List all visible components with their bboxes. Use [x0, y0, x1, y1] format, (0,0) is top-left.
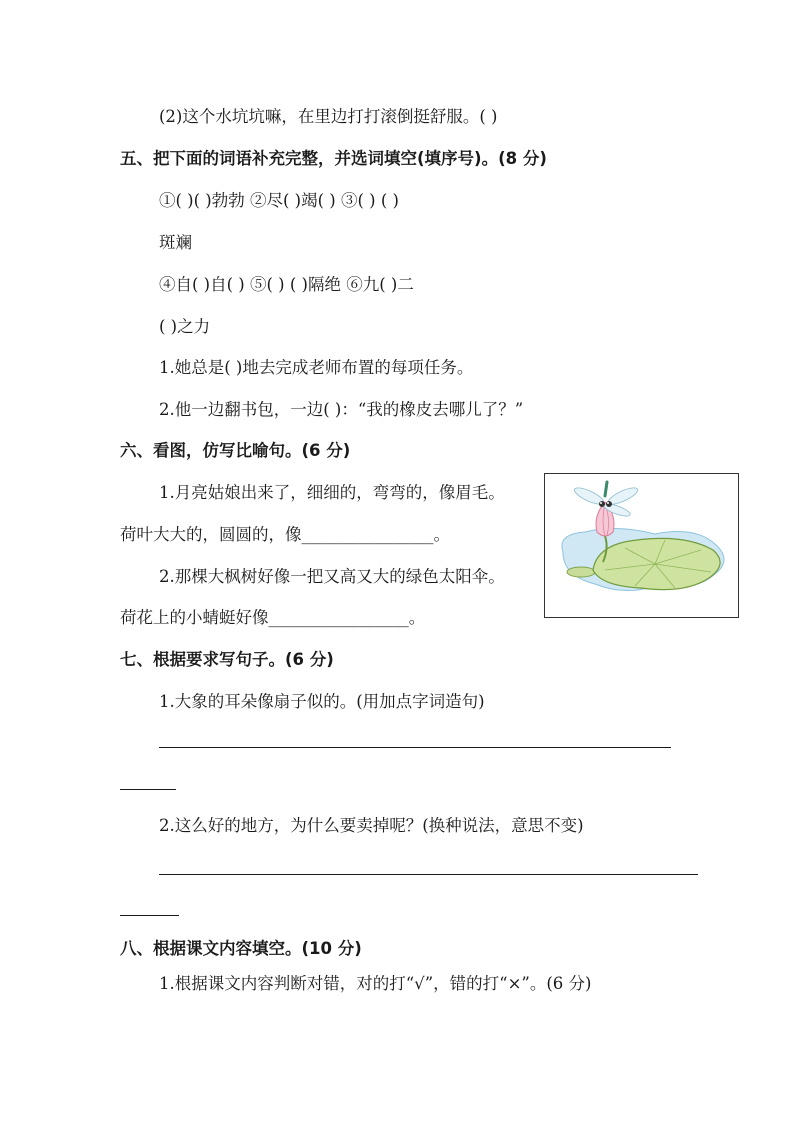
q4-item-2: (2)这个水坑坑嘛，在里边打打滚倒挺舒服。( ) — [159, 107, 498, 126]
section5-q2: 2.他一边翻书包，一边( )：“我的橡皮去哪儿了？” — [159, 400, 524, 419]
section5-title: 五、把下面的词语补充完整，并选词填空(填序号)。(8 分) — [120, 149, 547, 168]
small-lily-pad — [567, 567, 595, 577]
answer-line-2-cont[interactable] — [120, 915, 179, 916]
section7-q2: 2.这么好的地方，为什么要卖掉呢？(换种说法，意思不变) — [159, 816, 584, 835]
dragonfly-on-lotus-leaf-illustration-icon — [545, 474, 738, 617]
section5-q1: 1.她总是( )地去完成老师布置的每项任务。 — [159, 358, 474, 377]
section5-row2-cont: ( )之力 — [159, 317, 211, 336]
section6-q2-line1: 2.那棵大枫树好像一把又高又大的绿色太阳伞。 — [159, 567, 505, 586]
answer-line-2[interactable] — [159, 874, 698, 875]
section6-q2-line2: 荷花上的小蜻蜓好像_________________。 — [120, 608, 426, 627]
section6-q1-line2: 荷叶大大的，圆圆的，像________________。 — [120, 525, 450, 544]
section7-q1: 1.大象的耳朵像扇子似的。(用加点字词造句) — [159, 692, 485, 711]
answer-line-1-cont[interactable] — [120, 789, 176, 790]
section5-row1-cont: 斑斓 — [159, 233, 192, 252]
section5-row1: ①( )( )勃勃 ②尽( )竭( ) ③( ) ( ) — [159, 191, 399, 210]
dragonfly-body — [605, 482, 607, 496]
section7-title: 七、根据要求写句子。(6 分) — [120, 650, 334, 669]
lotus-dragonfly-picture — [544, 473, 739, 618]
answer-line-1[interactable] — [159, 747, 671, 748]
section6-title: 六、看图，仿写比喻句。(6 分) — [120, 441, 351, 460]
section5-row2: ④自( )自( ) ⑤( ) ( )隔绝 ⑥九( )二 — [159, 275, 414, 294]
section8-title: 八、根据课文内容填空。(10 分) — [120, 939, 362, 958]
section8-q1: 1.根据课文内容判断对错，对的打“√”，错的打“×”。(6 分) — [159, 974, 592, 993]
section6-q1-line1: 1.月亮姑娘出来了，细细的，弯弯的，像眉毛。 — [159, 483, 505, 502]
